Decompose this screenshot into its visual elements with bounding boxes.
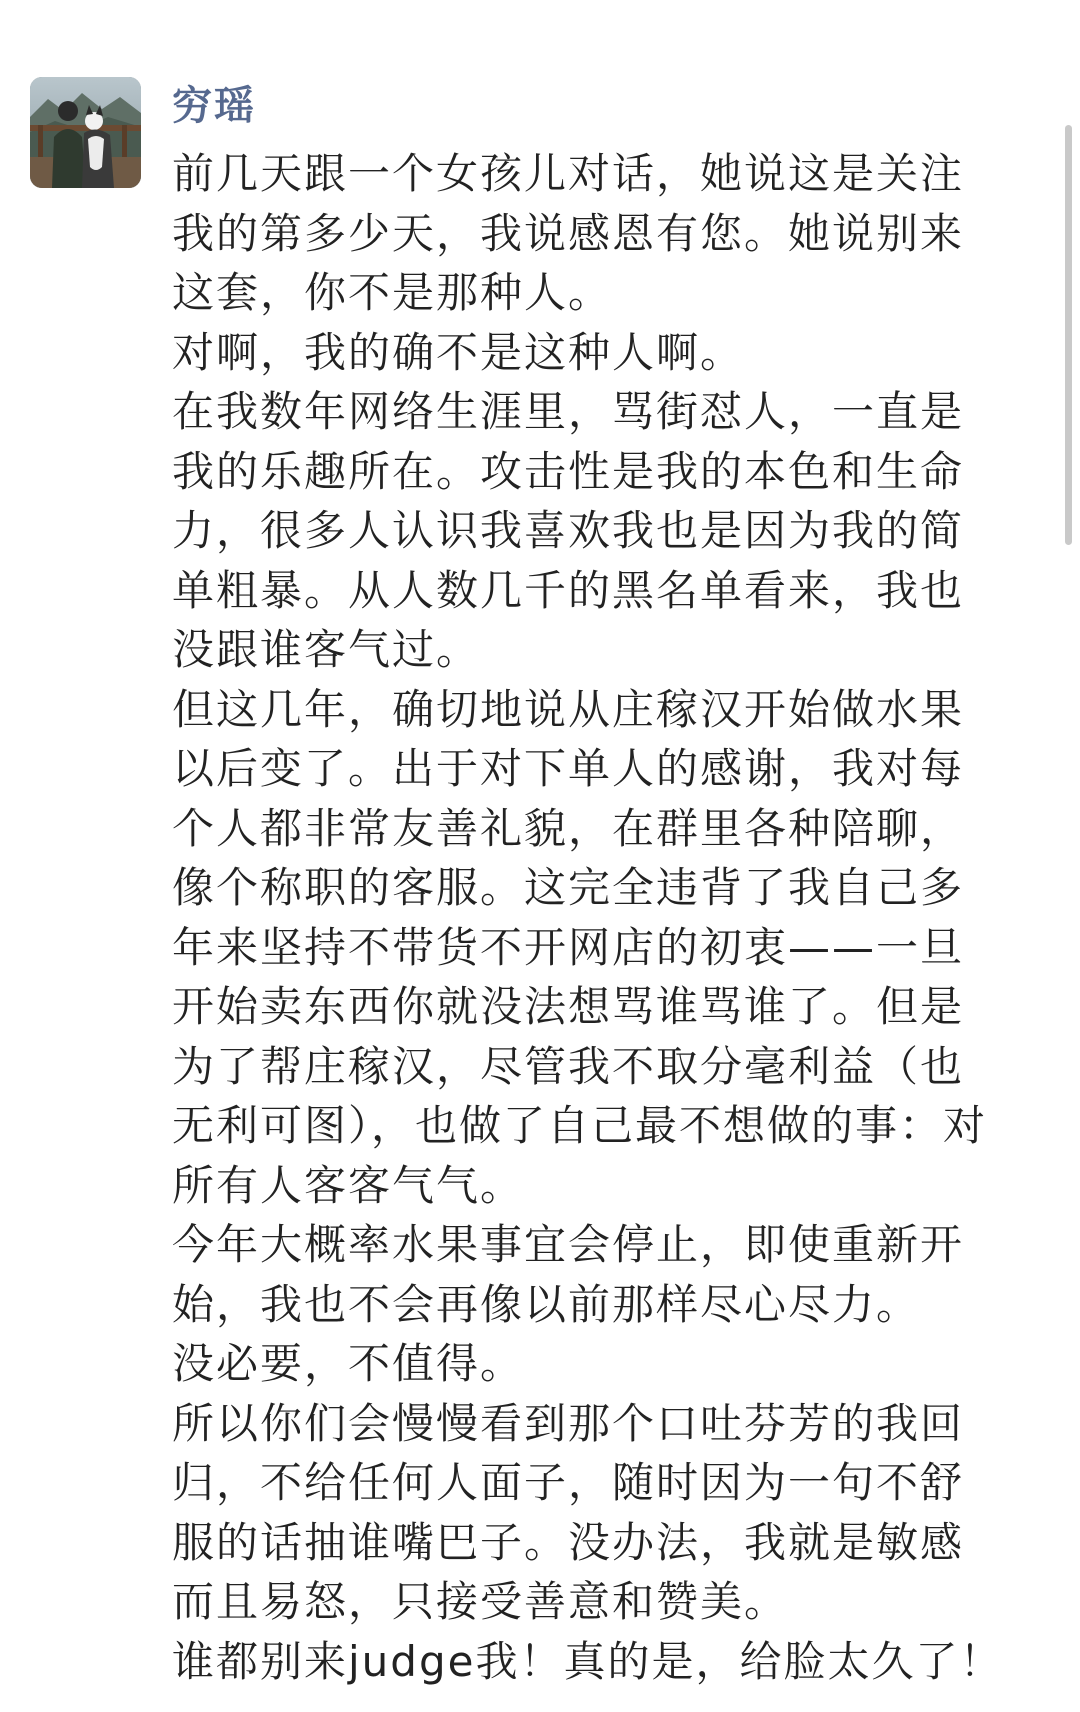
scrollbar[interactable] [1065, 125, 1072, 545]
post-text-line: 力，很多人认识我喜欢我也是因为我的简 [172, 506, 965, 555]
post-body [172, 144, 1002, 1691]
post-text-line: 所有人客客气气。 [172, 1160, 525, 1210]
post-text-line: 在我数年网络生涯里，骂街怼人，一直是 [172, 387, 965, 436]
post-text-line: 个人都非常友善礼貌，在群里各种陪聊， [172, 803, 965, 853]
post-text-line: 始，我也不会再像以前那样尽心尽力。 [172, 1279, 921, 1329]
post-text-line: 我的第多少天，我说感恩有您。她说别来 [172, 208, 965, 258]
post-text-line: 单粗暴。从人数几千的黑名单看来，我也 [172, 565, 965, 615]
post-text-line: 这套，你不是那种人。 [172, 268, 613, 317]
post-text-line: 没必要，不值得。 [172, 1339, 525, 1388]
post-text-line: 前几天跟一个女孩儿对话，她说这是关注 [172, 149, 965, 198]
post-text-line: 而且易怒，只接受善意和赞美。 [172, 1577, 789, 1626]
avatar-photo [30, 77, 141, 188]
post-text-line: 服的话抽谁嘴巴子。没办法，我就是敏感 [172, 1517, 965, 1567]
username[interactable]: 穷瑶 [172, 83, 256, 129]
post-text-line: 但这几年，确切地说从庄稼汉开始做水果 [172, 684, 965, 734]
post-text-line: 所以你们会慢慢看到那个口吐芬芳的我回 [172, 1398, 965, 1448]
post-text-line: 今年大概率水果事宜会停止，即使重新开 [172, 1220, 965, 1269]
post-text-line: 谁都别来judge我！真的是，给脸太久了！ [172, 1636, 1004, 1686]
post-text-line: 像个称职的客服。这完全违背了我自己多 [172, 863, 965, 912]
post-text-line: 我的乐趣所在。攻击性是我的本色和生命 [172, 446, 965, 496]
post-text-line: 为了帮庄稼汉，尽管我不取分毫利益（也 [172, 1041, 965, 1091]
post-text-line: 没跟谁客气过。 [172, 625, 481, 674]
post-text-line: 无利可图），也做了自己最不想做的事：对 [172, 1101, 988, 1150]
post-text-line: 年来坚持不带货不开网店的初衷——一旦 [172, 922, 965, 972]
post-text-line: 开始卖东西你就没法想骂谁骂谁了。但是 [172, 982, 965, 1031]
post-text-line: 归，不给任何人面子，随时因为一句不舒 [172, 1458, 965, 1507]
post-text-line: 以后变了。出于对下单人的感谢，我对每 [172, 744, 965, 793]
post-text-line: 对啊，我的确不是这种人啊。 [172, 327, 745, 377]
avatar[interactable] [30, 77, 141, 188]
